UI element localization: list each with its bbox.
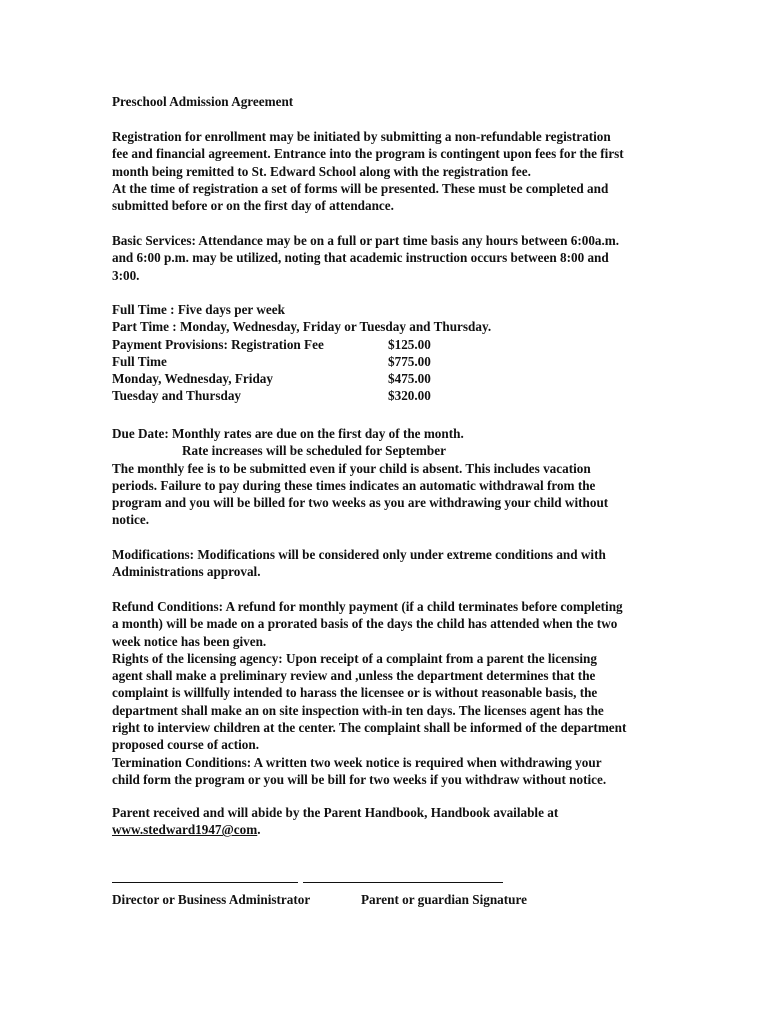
full-time-schedule: Full Time : Five days per week [112,302,285,317]
termination-line: Termination Conditions: A written two week notice is required when withdrawing your [112,754,602,770]
fee-amount: $320.00 [388,388,431,404]
registration-line: month being remitted to St. Edward School along with the registration fee. [112,163,531,179]
fee-row-tth [112,387,672,404]
fee-label: Monday, Wednesday, Friday [112,371,273,387]
rate-increase-line: Rate increases will be scheduled for September [182,443,446,459]
termination-line: child form the program or you will be bill for two weeks if you withdraw without notice. [112,771,607,787]
fee-amount: $775.00 [388,353,431,369]
due-date-section [112,425,672,529]
rights-line: Rights of the licensing agency: Upon receipt of a complaint from a parent the licensing [112,650,597,666]
fee-label: Full Time [112,353,167,369]
rights-line: agent shall make a preliminary review and ,unless the department determines that the [112,668,596,684]
due-date-line: periods. Failure to pay during these times indicates an automatic withdrawal from the [112,477,596,493]
fee-label: Payment Provisions: Registration Fee [112,336,324,352]
refund-line: a month) will be made on a prorated basis of the days the child has attended when the two [112,616,618,632]
refund-line: week notice has been given. [112,633,267,649]
registration-line: At the time of registration a set of forms will be presented. These must be completed and [112,180,609,196]
handbook-link[interactable]: www.stedward1947@com [112,822,258,838]
due-date-line: notice. [112,512,149,528]
schedule-and-fees-section [112,301,672,405]
modifications-section [112,546,672,581]
part-time-schedule: Part Time : Monday, Wednesday, Friday or Tuesday and Thursday. [112,319,492,335]
due-date-line: program and you will be billed for two weeks as you are withdrawing your child without [112,495,609,511]
rights-line: right to interview children at the center. The complaint shall be informed of the department [112,720,627,736]
rights-line: complaint is willfully intended to harass the licensee or is without reasonable basis, the [112,685,598,701]
handbook-section [112,804,672,839]
basic-services-section [112,232,672,284]
refund-rights-termination-section [112,598,672,788]
fee-row-full-time [112,353,672,370]
handbook-period: . [257,822,261,838]
fee-amount: $475.00 [388,371,431,387]
modifications-line: Modifications: Modifications will be considered only under extreme conditions and with [112,547,606,562]
fee-row-mwf [112,370,672,387]
basic-services-line: 3:00. [112,267,140,283]
due-date-line: The monthly fee is to be submitted even if your child is absent. This includes vacation [112,460,591,476]
refund-line: Refund Conditions: A refund for monthly payment (if a child terminates before completing [112,599,623,614]
fee-amount: $125.00 [388,336,431,352]
basic-services-line: Basic Services: Attendance may be on a full or part time basis any hours between 6:00a.m. [112,233,620,248]
modifications-line: Administrations approval. [112,564,261,580]
registration-line: submitted before or on the first day of attendance. [112,198,394,214]
signature-area [112,882,532,912]
fee-label: Tuesday and Thursday [112,388,242,404]
director-signature-line [112,882,298,883]
registration-section [112,128,672,214]
director-signature-label: Director or Business Administrator [112,892,311,907]
parent-signature-line [303,882,503,883]
due-date-line: Due Date: Monthly rates are due on the first day of the month. [112,426,464,441]
registration-line: Registration for enrollment may be initiated by submitting a non-refundable registration [112,129,611,144]
document-title: Preschool Admission Agreement [112,94,294,109]
rights-line: department shall make an on site inspection with-in ten days. The licenses agent has the [112,702,604,718]
registration-line: fee and financial agreement. Entrance into the program is contingent upon fees for the first [112,146,624,162]
rights-line: proposed course of action. [112,737,260,753]
handbook-line: Parent received and will abide by the Parent Handbook, Handbook available at [112,805,559,820]
handbook-link-line [112,821,672,838]
basic-services-line: and 6:00 p.m. may be utilized, noting that academic instruction occurs between 8:00 and [112,250,609,266]
parent-signature-label: Parent or guardian Signature [361,892,527,907]
fee-row-registration [112,336,672,353]
